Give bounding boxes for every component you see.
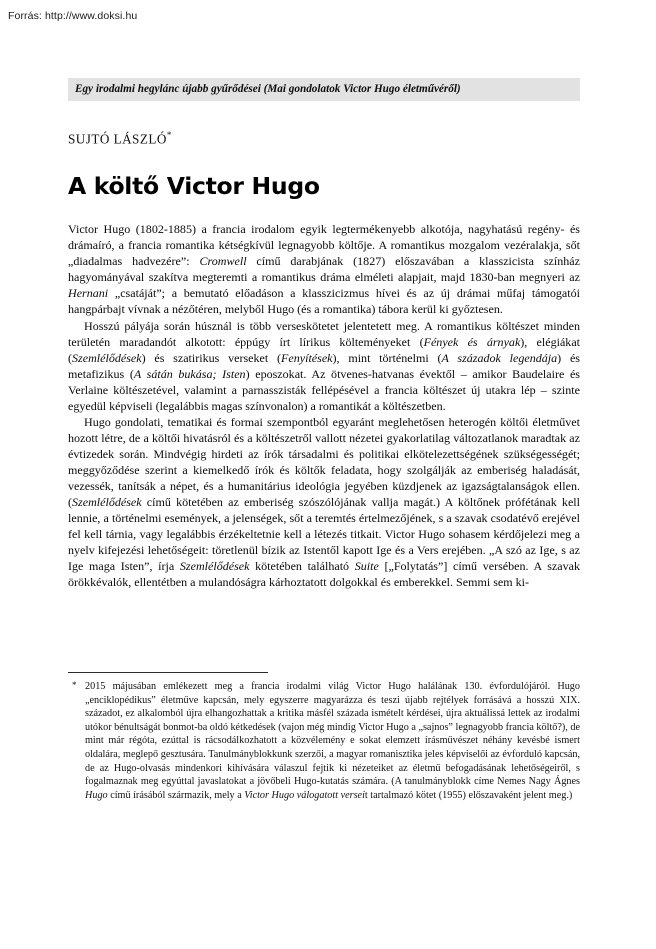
page-content [68,0,580,590]
text-run: 2015 májusában emlékezett meg a francia irodalmi világ Victor Hugo halálának 130. évfordulójáról. Hugo „enciklopédikus” életműve kapcsán, mely egyszerre magyarázza és teszi újabb rejtélyek forrásává a hosszú XIX. századot, ez alkalomból újra elhangozhattak a kritika másfél százada ismételt kérdései, újra aktuálissá lettek az irodalmi utókor bénultságát bonmot-ba oldó kétkedések (vajon még mindig Victor Hugo a „sajnos” legnagyobb francia költő?), de mint már régóta, ezúttal is rácsodálkozhatott a közvélemény e sokat elemzett írásművészet néhány kevésbé ismert oldalára, meglepő gesztusára. Tanulmányblokkunk szerzői, a magyar romanisztika jeles képviselői az évforduló kapcsán, de az Hugo-olvasás mindenkori kihívására válaszul fejtik ki nézeteiket az életmű befogadásának lehetőségeiről, s fogalmaznak meg egyúttal javaslatokat a jövőbeli Hugo-kutatás számára. (A tanulmányblokk címe Nemes Nagy Ágnes [85,681,580,788]
footnote [68,680,580,802]
text-run: című írásából származik, mely a [107,789,245,801]
page-title: A költő Victor Hugo [68,172,320,201]
italic-title: Hugo [85,789,108,801]
italic-title: Szemlélődések [179,559,250,574]
text-run: t tartalmazó kötet (1955) előszavaként jelent meg.) [364,789,573,801]
text-run: ), elégiákat ( [68,334,581,365]
text-run: ), mint történelmi ( [332,350,442,365]
italic-title: A századok legendája [441,350,558,365]
italic-title: Cromwell [199,254,247,269]
italic-title: Suite [354,559,379,574]
author-footnote-ref: * [166,130,172,140]
italic-title: A sátán bukása; Isten [133,366,246,381]
italic-title: Szemlélődések [72,495,142,510]
italic-title: Hernani [68,286,109,301]
text-run: című kötetében az emberiség szószólójának vallja magát.) A költőnek prófétának kell lennie, a történelmi események, a jelenségek, sőt a teremtés értelmezőjének, s a szavak csodatévő erejével fel kell tárnia, vagy legalábbis érzékeltetnie kell a létezés titkait. Victor Hugo sohasem kérdőjelezi meg a nyelv kifejezési lehetőségeit: töretlenül bízik az Istentől kapott Ige és a Vers erejében. „A szó az Ige, s az Ige maga Isten”, írja [68,495,580,574]
italic-title: Fények és árnyak [423,334,521,349]
footnote-separator-rule [68,672,268,673]
footnote-text [85,681,580,801]
text-run: ) és metafizikus ( [68,350,580,381]
text-run: Hosszú pályája során húsznál is több verseskötetet jelentetett meg. A romantikus költészet minden területén maradandót alkotott: éppúgy írt lírikus költeményeket ( [68,318,580,349]
footnote-area [68,672,580,802]
text-run: ) és szatirikus verseket ( [141,350,282,365]
author-name: SUJTÓ LÁSZLÓ [68,131,167,147]
text-run: kötetében található [249,559,355,574]
text-run: ) eposzokat. Az ötvenes-hatvanas évektől – amikor Baudelaire és Verlaine költészetével, valamint a parnasszisták fellépésével a francia költészet új utakra lép – szinte egyedül képviseli (legalábbis magas színvonalon) a romantikát a költészetben. [68,366,580,413]
italic-title: Fenyítések [281,350,333,365]
author-line [68,130,580,147]
source-url-stamp: Forrás: http://www.doksi.hu [8,10,138,22]
paragraph [68,221,580,317]
italic-title: Victor Hugo válogatott versei [244,789,365,801]
running-head-text: Egy irodalmi hegylánc újabb gyűrődései (Mai gondolatok Victor Hugo életművéről) [75,83,461,95]
footnote-marker: * [72,680,77,690]
article-body [68,221,580,590]
paragraph [68,318,580,414]
text-run: „csatáját”; a bemutató előadáson a klasszicizmus hívei és az új drámai műfaj támogatói hangpárbajt vívnak a nézőtéren, melyből Hugo (és a romantika) tábora kerül ki győztesen. [68,286,580,317]
text-run: című darabjának (1827) előszavában a klasszicista színház hagyományával szakítva megteremti a romantikus dráma elméleti alapjait, majd 1830-ban megnyeri az [68,254,580,285]
italic-title: Szemlélődések [72,350,142,365]
paragraph [68,414,580,591]
running-head-banner [68,78,580,101]
text-run: Hugo gondolati, tematikai és formai szempontból egyaránt meglehetősen heterogén költői életművet hozott létre, de a költői hivatásról és a költészetről vallott nézetei gyakorlatilag változatlanok maradtak az évtizedek során. Mindvégig hirdeti az írók társadalmi és politikai elkötelezettségének szükségességét; meggyőződése szerint a kiemelkedő írók és költők feladata, hogy szolgálják az emberiség haladását, vezessék, tanítsák a népet, és a humanitárius ideológia jegyében küzdjenek az igazságtalanságok ellen. ( [68,414,580,510]
text-run: [„Folytatás”] című versében. A szavak örökkévalók, ellentétben a mulandóságra kárhoztatott dolgokkal és emberekkel. Semmi sem ki- [68,559,580,590]
text-run: Victor Hugo (1802-1885) a francia irodalom egyik legtermékenyebb alkotója, nagyhatású regény- és drámaíró, a francia romantika kétségkívül legnagyobb költője. A romantikus mozgalom vezéralakja, sőt „diadalmas hadvezére”: [68,222,580,269]
